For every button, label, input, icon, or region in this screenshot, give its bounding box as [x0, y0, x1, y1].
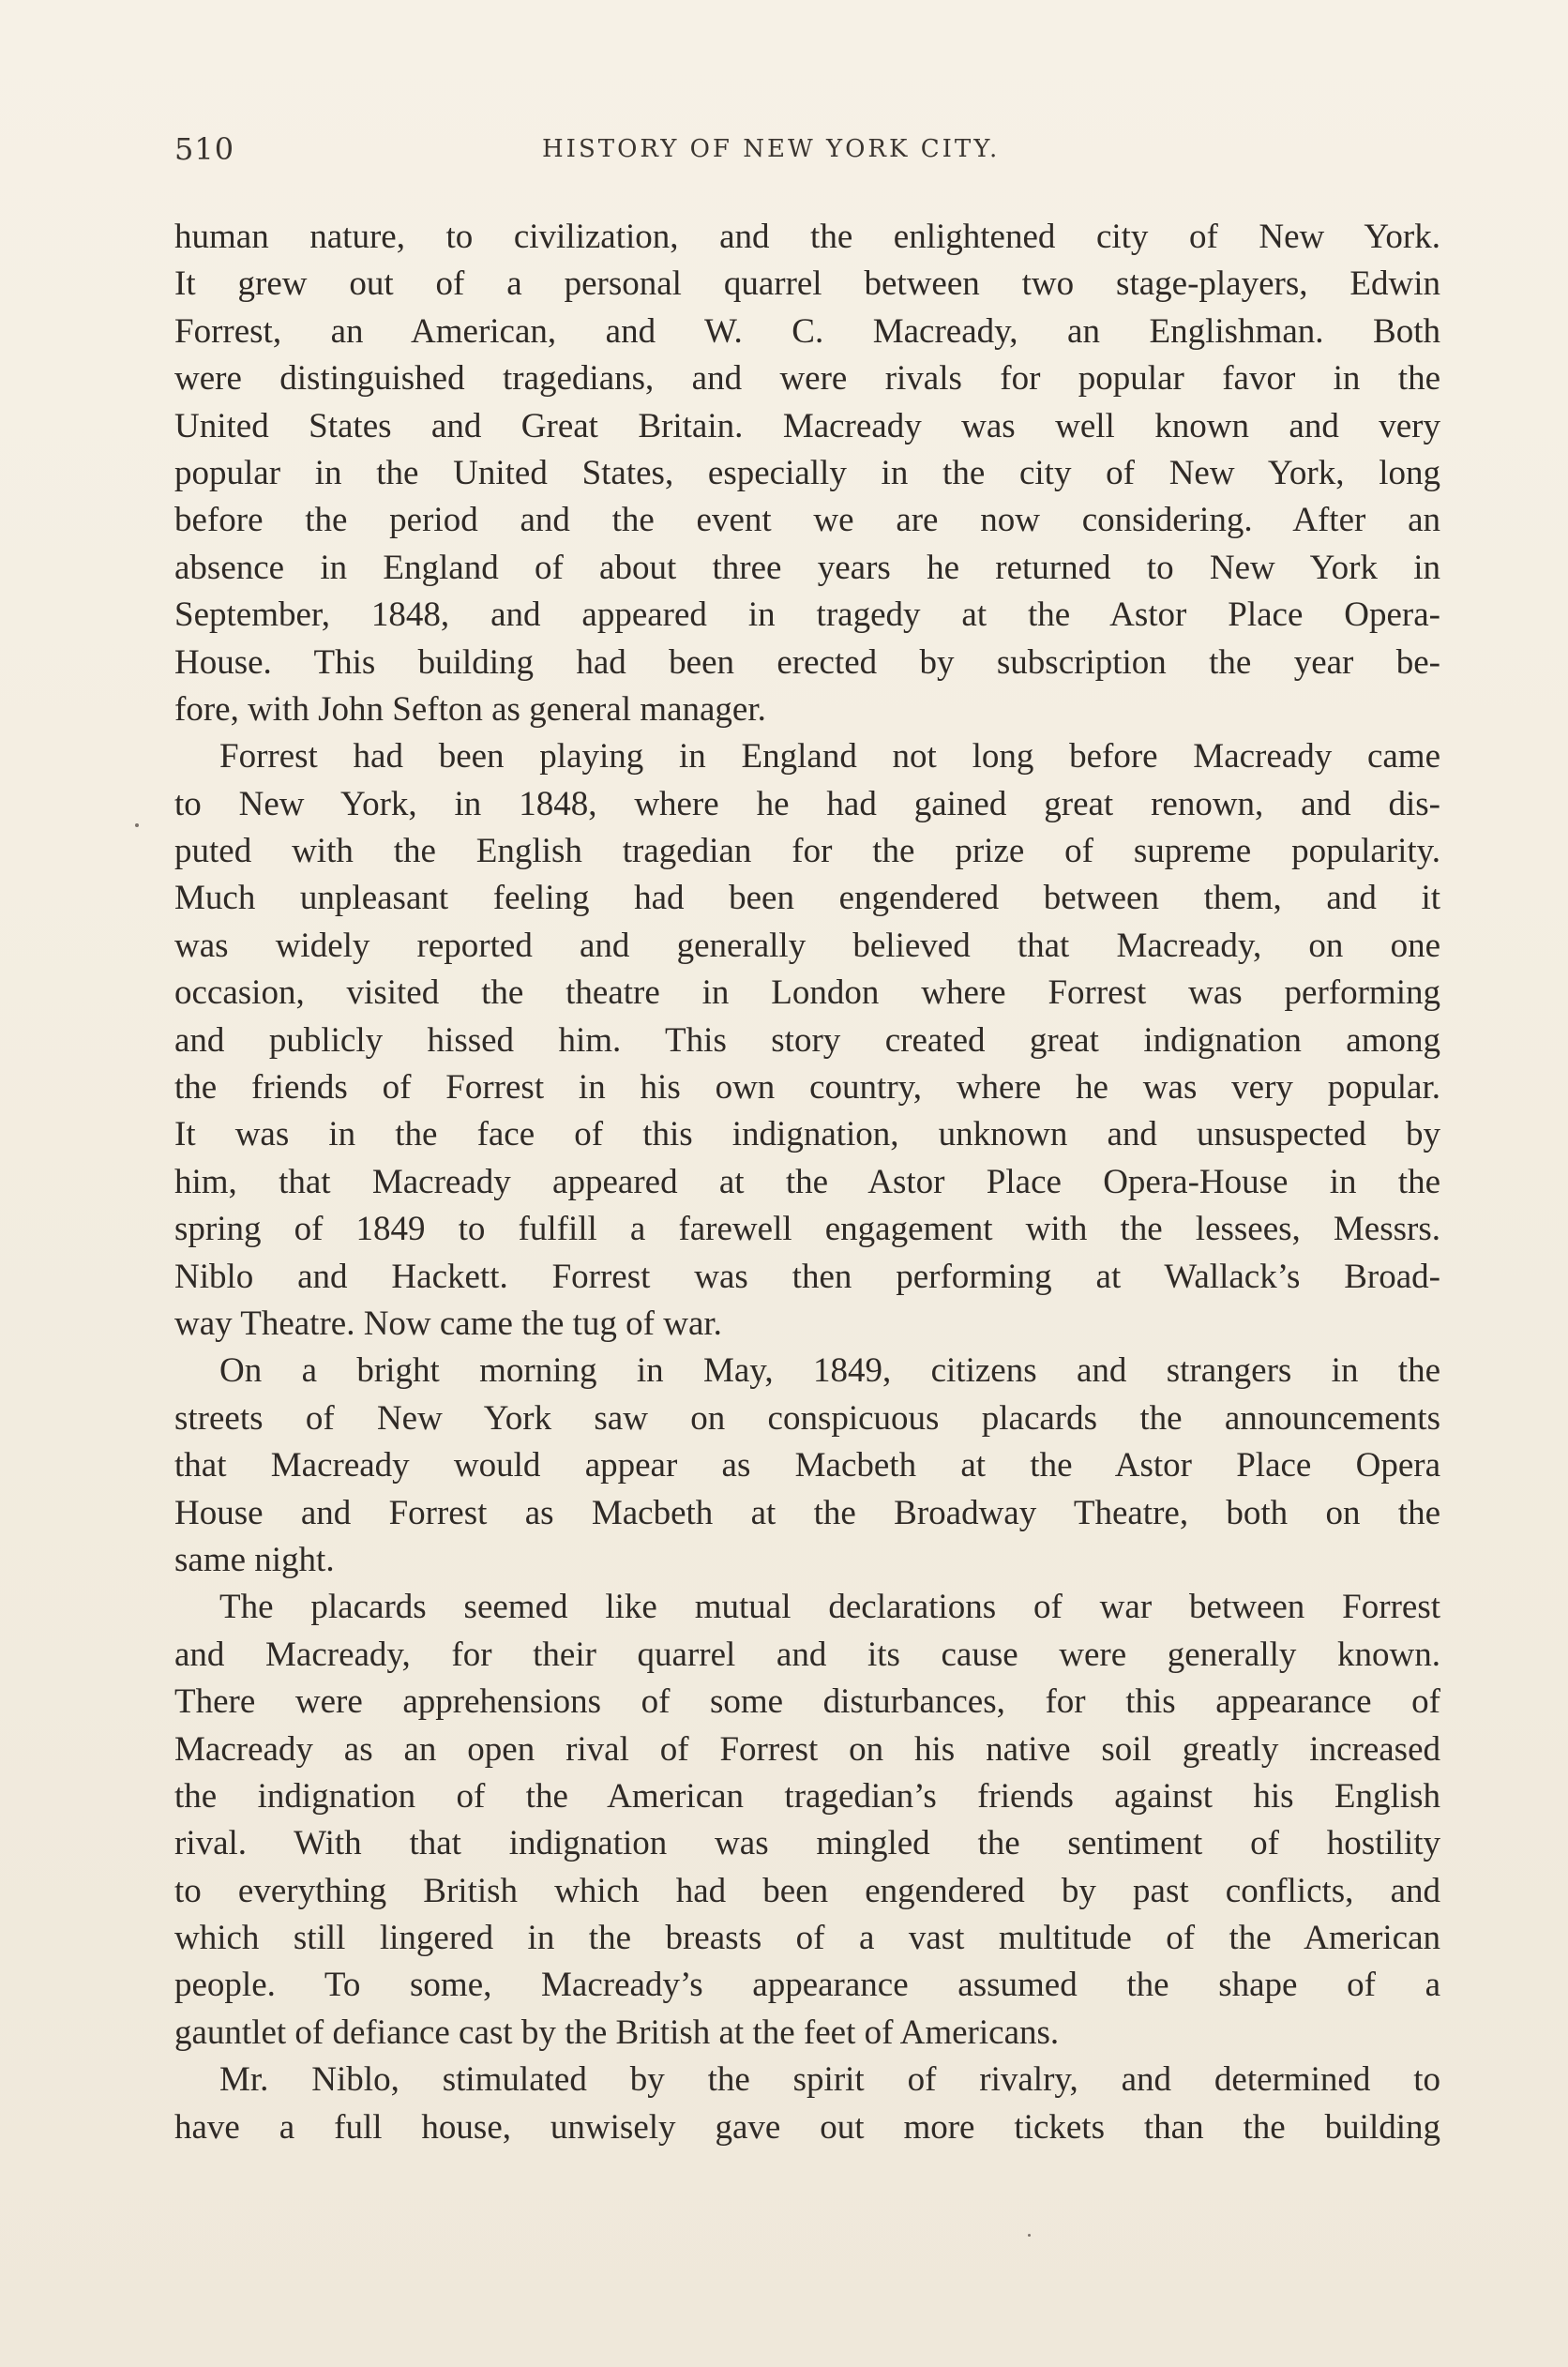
text-line: September, 1848, and appeared in tragedy at the Astor Place Opera- — [174, 596, 1440, 635]
paragraph-3 — [174, 1348, 1440, 1584]
text-line: puted with the English tragedian for the prize of supreme popularity. — [174, 832, 1440, 871]
text-line: On a bright morning in May, 1849, citizens and strangers in the — [219, 1351, 1440, 1391]
text-line: and publicly hissed him. This story created great indignation among — [174, 1020, 1440, 1060]
print-speck — [135, 823, 139, 827]
text-line: was widely reported and generally believed that Macready, on one — [174, 926, 1440, 965]
text-line: Much unpleasant feeling had been engendered between them, and it — [174, 879, 1440, 918]
text-line: occasion, visited the theatre in London where Forrest was performing — [174, 973, 1440, 1013]
text-line: the indignation of the American tragedian’s friends against his English — [174, 1776, 1440, 1816]
text-line: United States and Great Britain. Macready was well known and very — [174, 406, 1440, 445]
running-title: HISTORY OF NEW YORK CITY. — [542, 135, 1001, 163]
print-speck — [1028, 2234, 1031, 2237]
text-line: which still lingered in the breasts of a vast multitude of the American — [174, 1919, 1440, 1958]
text-line: have a full house, unwisely gave out more tickets than the building — [174, 2107, 1440, 2147]
text-line: The placards seemed like mutual declarations of war between Forrest — [219, 1588, 1440, 1627]
paragraph-4 — [174, 1584, 1440, 2057]
text-line: It grew out of a personal quarrel between two stage-players, Edwin — [174, 264, 1440, 304]
text-line: There were apprehensions of some disturbances, for this appearance of — [174, 1682, 1440, 1722]
body-text — [174, 214, 1440, 2151]
text-line: Forrest had been playing in England not long before Macready came — [219, 737, 1440, 776]
text-line: way Theatre. Now came the tug of war. — [174, 1304, 722, 1343]
text-line: before the period and the event we are now considering. After an — [174, 501, 1440, 540]
text-line: fore, with John Sefton as general manager. — [174, 689, 766, 729]
text-line: gauntlet of defiance cast by the British at the feet of Americans. — [174, 2013, 1060, 2052]
text-line: same night. — [174, 1540, 335, 1579]
text-line: to New York, in 1848, where he had gained great renown, and dis- — [174, 784, 1440, 823]
text-line: Mr. Niblo, stimulated by the spirit of rivalry, and determined to — [219, 2060, 1440, 2100]
text-line: Macready as an open rival of Forrest on his native soil greatly increased — [174, 1729, 1440, 1769]
running-head — [174, 131, 1440, 178]
text-line: Forrest, an American, and W. C. Macready, an Englishman. Both — [174, 311, 1440, 351]
page-number: 510 — [174, 131, 235, 167]
text-line: that Macready would appear as Macbeth at the Astor Place Opera — [174, 1446, 1440, 1485]
paragraph-1 — [174, 214, 1440, 733]
paragraph-2 — [174, 733, 1440, 1348]
text-line: him, that Macready appeared at the Astor Place Opera-House in the — [174, 1162, 1440, 1201]
text-line: streets of New York saw on conspicuous placards the announcements — [174, 1398, 1440, 1438]
text-line: were distinguished tragedians, and were rivals for popular favor in the — [174, 359, 1440, 399]
text-line: human nature, to civilization, and the enlightened city of New York. — [174, 218, 1440, 256]
text-line: Niblo and Hackett. Forrest was then performing at Wallack’s Broad- — [174, 1257, 1440, 1296]
text-line: the friends of Forrest in his own country, where he was very popular. — [174, 1068, 1440, 1108]
text-line: It was in the face of this indignation, unknown and unsuspected by — [174, 1115, 1440, 1154]
paragraph-5 — [174, 2057, 1440, 2151]
text-line: to everything British which had been engendered by past conflicts, and — [174, 1871, 1440, 1910]
text-line: people. To some, Macready’s appearance assumed the shape of a — [174, 1966, 1440, 2005]
text-line: rival. With that indignation was mingled the sentiment of hostility — [174, 1824, 1440, 1863]
text-line: House. This building had been erected by subscription the year be- — [174, 642, 1440, 682]
text-line: spring of 1849 to fulfill a farewell engagement with the lessees, Messrs. — [174, 1210, 1440, 1249]
text-line: House and Forrest as Macbeth at the Broadway Theatre, both on the — [174, 1493, 1440, 1532]
text-line: and Macready, for their quarrel and its cause were generally known. — [174, 1635, 1440, 1674]
text-line: absence in England of about three years he returned to New York in — [174, 548, 1440, 587]
text-line: popular in the United States, especially in the city of New York, long — [174, 453, 1440, 492]
